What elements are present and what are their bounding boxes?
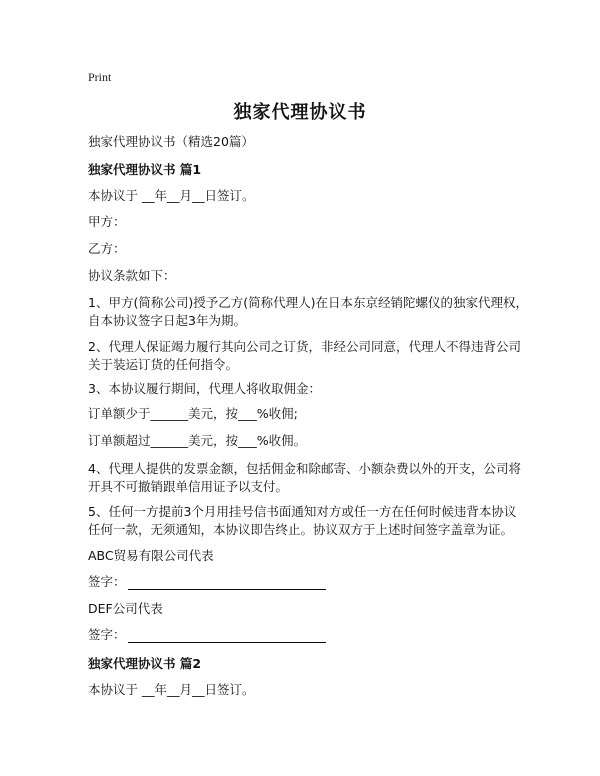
abc-representative: ABC贸易有限公司代表 — [88, 548, 214, 563]
clause-2: 2、代理人保证竭力履行其向公司之订货，非经公司同意，代理人不得违背公司关于装运订货的任何指令。 — [88, 339, 521, 372]
signature-row-abc — [88, 572, 326, 590]
terms-intro: 协议条款如下： — [88, 268, 176, 283]
clause-1: 1、甲方(简称公司)授予乙方(简称代理人)在日本东京经销陀螺仪的独家代理权，自本协议签字日起3年为期。 — [88, 295, 528, 328]
signed-date-1: 本协议于 __年__月__日签订。 — [88, 188, 255, 203]
clause-5: 5、任何一方提前3个月用挂号信书面通知对方或任一方在任何时候违背本协议任何一款，无须通知，本协议即告终止。协议双方于上述时间签字盖章为证。 — [88, 504, 517, 537]
clause-4: 4、代理人提供的发票金额，包括佣金和除邮寄、小额杂费以外的开支，公司将开具不可撤销跟单信用证予以支付。 — [88, 461, 521, 494]
signature-line[interactable] — [128, 575, 326, 590]
signature-line[interactable] — [128, 628, 326, 643]
print-label: Print — [88, 70, 112, 84]
section-heading-2: 独家代理协议书 篇2 — [88, 656, 202, 671]
signed-date-2: 本协议于 __年__月__日签订。 — [88, 682, 255, 697]
party-b-label: 乙方： — [88, 241, 126, 256]
signature-label: 签字： — [88, 627, 126, 642]
commission-above: 订单额超过______美元，按___%收佣。 — [88, 433, 307, 448]
signature-label: 签字： — [88, 574, 126, 589]
page-title: 独家代理协议书 — [233, 102, 367, 123]
document-subtitle: 独家代理协议书（精选20篇） — [88, 134, 254, 149]
commission-below: 订单额少于______美元，按___%收佣; — [88, 406, 298, 421]
clause-3: 3、本协议履行期间，代理人将收取佣金： — [88, 381, 321, 396]
section-heading-1: 独家代理协议书 篇1 — [88, 162, 202, 177]
party-a-label: 甲方： — [88, 214, 126, 229]
signature-row-def — [88, 625, 326, 643]
def-representative: DEF公司代表 — [88, 601, 163, 616]
